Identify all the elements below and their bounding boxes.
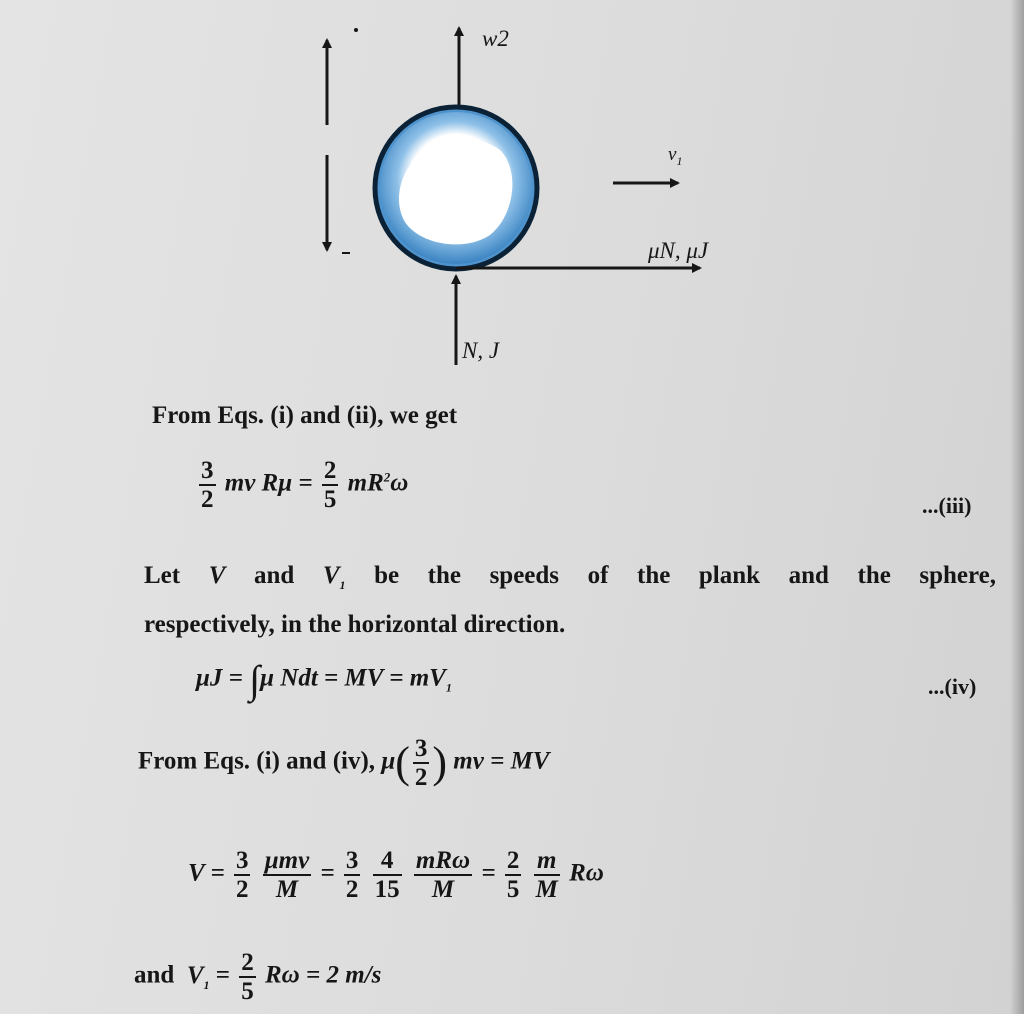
label-friction: μN, μJ bbox=[648, 238, 709, 263]
fraction-3-2: $\frac{3}{2}$ bbox=[201, 457, 214, 513]
page-edge-shadow bbox=[1010, 0, 1024, 1014]
label-normal: N, J bbox=[462, 338, 500, 363]
sphere bbox=[375, 107, 537, 269]
equation-v: V = $\frac{3}{2}$ $\frac{\text{μmv}}{M}$ = $\frac{3}{2}$ $\frac{4}{15}$ $\frac{\text{mRω}}{M}$ = $\frac{2}{5}$ $\frac{m}{M}$ Rω bbox=[188, 847, 604, 903]
label-v1: $v_1$ bbox=[668, 144, 683, 168]
equation-tag-iii: ...(iii) bbox=[922, 493, 972, 518]
equation-v1-result: and $V_1$ = $\frac{2}{5}$ Rω = 2 m/s bbox=[134, 949, 382, 1005]
equation-tag-iv: ...(iv) bbox=[928, 674, 977, 699]
height-arrow bbox=[327, 28, 358, 253]
paragraph-speeds: Let V and $V_1$ be the speeds of the plank and the sphere, respectively, in the horizontal direction. bbox=[144, 562, 997, 638]
text-from-eqs-i-ii: From Eqs. (i) and (ii), we get bbox=[152, 402, 458, 429]
equation-iii: $\frac{3}{2}$ mv Rμ = $\frac{2}{5}$ $mR^2\omega$ bbox=[201, 457, 409, 513]
label-w2: w2 bbox=[482, 26, 509, 51]
text-from-eqs-i-iv: From Eqs. (i) and (iv), μ( $\frac{3}{2}$ ) mv = MV bbox=[138, 735, 550, 791]
free-body-diagram bbox=[0, 0, 1024, 380]
equation-iv: μJ = ∫μ Ndt = MV = $mV_1$ bbox=[196, 657, 452, 702]
fraction-2-5: $\frac{2}{5}$ bbox=[323, 457, 337, 513]
